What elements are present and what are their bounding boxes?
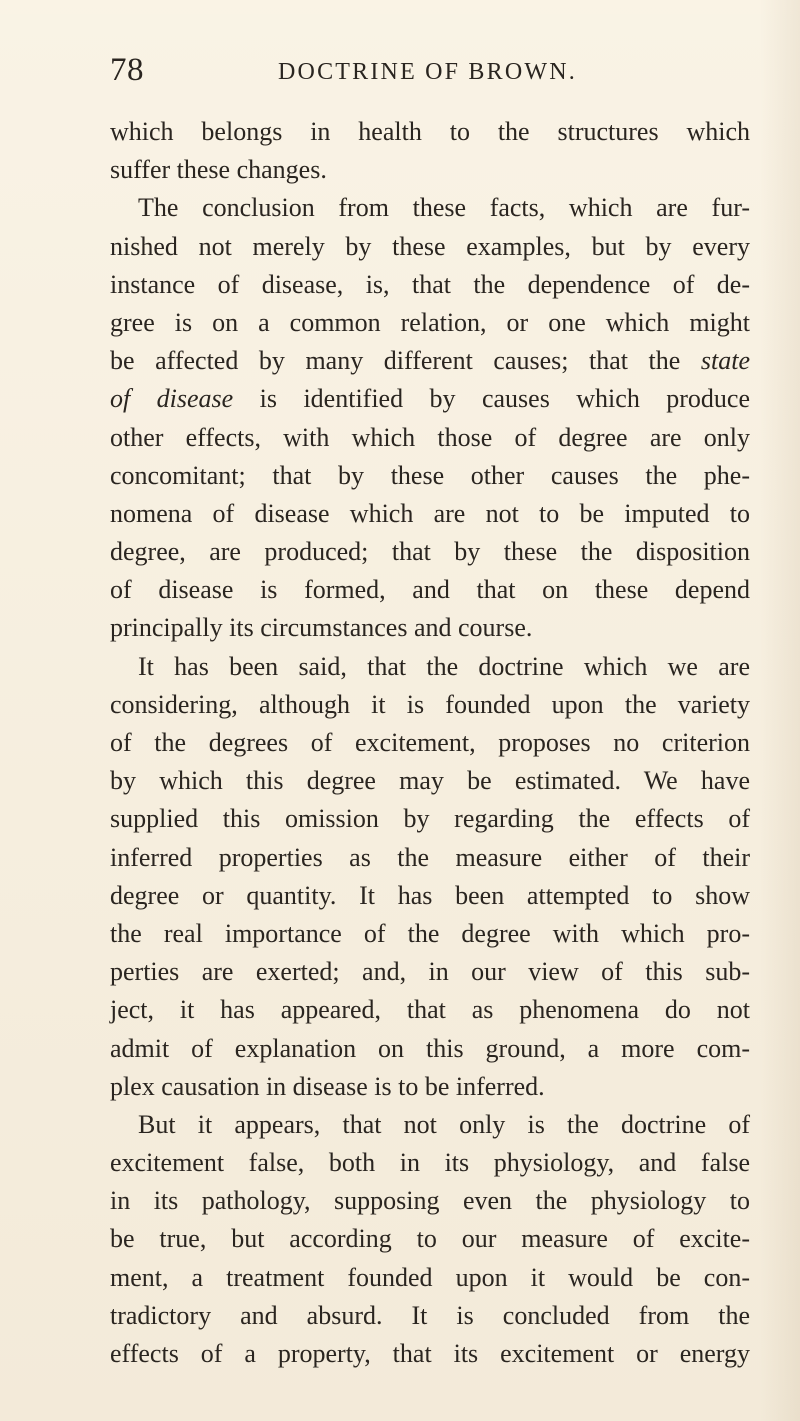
text-line: [110, 1144, 750, 1182]
line-text: But it appears, that not only is the doctrine of: [138, 1109, 750, 1139]
line-text: of the degrees of excitement, proposes no criterion: [110, 728, 750, 757]
text-line: [110, 495, 750, 533]
line-text: ject, it has appeared, that as phenomena do not: [110, 995, 750, 1025]
line-text: which belongs in health to the structures which: [110, 117, 750, 146]
text-line: [110, 304, 750, 342]
line-text: inferred properties as the measure either of their: [110, 842, 750, 872]
line-text: The conclusion from these facts, which are fur-: [138, 193, 750, 223]
line-text: suffer these changes.: [110, 155, 327, 185]
line-text: other effects, with which those of degree are only: [110, 422, 750, 452]
line-text: be true, but according to our measure of excite-: [110, 1224, 750, 1254]
line-text: perties are exerted; and, in our view of this sub-: [110, 957, 750, 987]
italic-emphasis: state: [700, 346, 750, 376]
line-text: excitement false, both in its physiology, and false: [110, 1148, 750, 1178]
page-header: [110, 48, 750, 92]
line-text: principally its circumstances and course.: [110, 613, 533, 643]
line-text: effects of a property, that its excitement or energy: [110, 1339, 750, 1368]
text-line: [110, 915, 750, 953]
line-text: supplied this omission by regarding the effects of: [110, 804, 750, 834]
page-number: 78: [110, 52, 144, 88]
text-line: [110, 228, 750, 266]
text-line: [110, 1182, 750, 1220]
line-text: instance of disease, is, that the dependence of de-: [110, 269, 750, 299]
line-text: admit of explanation on this ground, a more com-: [110, 1033, 750, 1063]
text-line: [110, 953, 750, 991]
text-line: [110, 991, 750, 1029]
text-line: [110, 533, 750, 571]
text-line: [110, 839, 750, 877]
text-line: [110, 457, 750, 495]
text-line: [110, 1030, 750, 1068]
text-line: [110, 686, 750, 724]
line-text: nomena of disease which are not to be imputed to: [110, 498, 750, 528]
text-line: [110, 1220, 750, 1258]
text-line: [110, 342, 750, 380]
text-line: [110, 648, 750, 686]
text-line: [110, 762, 750, 800]
text-line: [110, 380, 750, 418]
text-line: [110, 800, 750, 838]
line-text: by which this degree may be estimated. We have: [110, 766, 750, 796]
text-line: [110, 1335, 750, 1373]
text-line: [110, 724, 750, 762]
line-text: nished not merely by these examples, but by every: [110, 231, 750, 261]
text-line: [110, 151, 750, 189]
text-line: [110, 1297, 750, 1335]
line-text: tradictory and absurd. It is concluded from the: [110, 1300, 750, 1330]
line-text-after: is identified by causes which produce: [233, 384, 751, 414]
text-line: [110, 877, 750, 915]
text-line: [110, 113, 750, 151]
line-text: in its pathology, supposing even the physiology to: [110, 1186, 750, 1216]
line-text-before: be affected by many different causes; that the: [110, 346, 701, 376]
line-text: ment, a treatment founded upon it would be con-: [110, 1262, 750, 1292]
text-line: [110, 1106, 750, 1144]
text-line: [110, 189, 750, 227]
text-line: [110, 266, 750, 304]
body-text: [110, 113, 750, 1373]
line-text: It has been said, that the doctrine which we are: [138, 651, 750, 681]
running-head: DOCTRINE OF BROWN.: [278, 59, 577, 85]
line-text: of disease is formed, and that on these depend: [110, 575, 750, 605]
line-text: concomitant; that by these other causes the phe-: [110, 460, 750, 490]
line-text: the real importance of the degree with which pro-: [110, 918, 750, 948]
line-text: plex causation in disease is to be inferred.: [110, 1071, 545, 1101]
text-line: [110, 1259, 750, 1297]
line-text: degree or quantity. It has been attempted to show: [110, 880, 750, 910]
text-line: [110, 419, 750, 457]
text-line: [110, 1068, 750, 1106]
line-text: gree is on a common relation, or one which might: [110, 307, 750, 337]
text-line: [110, 571, 750, 609]
text-line: [110, 609, 750, 647]
line-text: considering, although it is founded upon the variety: [110, 689, 750, 719]
italic-emphasis: of disease: [110, 384, 234, 414]
line-text: degree, are produced; that by these the disposition: [110, 537, 750, 567]
